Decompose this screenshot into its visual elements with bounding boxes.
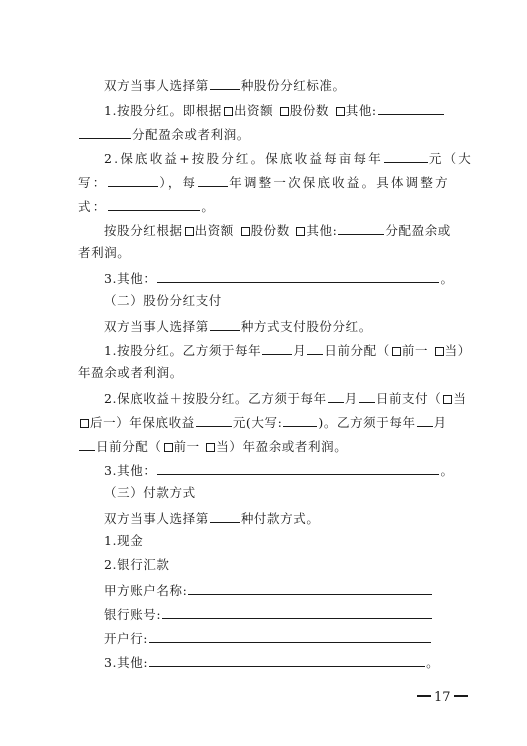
checkbox[interactable] bbox=[164, 443, 173, 452]
option-1-line-2: 分配盈余或者利润。 bbox=[78, 125, 250, 143]
section-heading-2: （二）股份分红支付 bbox=[104, 293, 222, 308]
blank bbox=[108, 197, 200, 211]
blank bbox=[108, 173, 158, 187]
payment-option-2-line-2: 后一）年保底收益 元(大写: )。乙方须于每年 月 bbox=[78, 413, 447, 431]
payment-option-3-other: 3.其他： 。 bbox=[104, 463, 454, 478]
checkbox[interactable] bbox=[336, 107, 345, 116]
payment-option-2-line-3: 日前分配（ 前一 当）年盈余或者利润。 bbox=[78, 437, 347, 455]
option-2-line: 2.保底收益+按股分红。保底收益每亩每年 元（大 bbox=[104, 151, 474, 166]
option-2-line-3: 式： 。 bbox=[78, 199, 217, 214]
blank bbox=[198, 173, 228, 187]
blank bbox=[307, 341, 323, 355]
checkbox[interactable] bbox=[185, 227, 194, 236]
option-2-line-2: 写： ），每 年调整一次保底收益。具体调整方 bbox=[78, 175, 450, 190]
pay-other: 3.其他: 。 bbox=[104, 655, 440, 670]
blank bbox=[359, 389, 375, 403]
blank bbox=[283, 413, 317, 427]
bank-account-field: 银行账号: bbox=[104, 605, 433, 623]
pay-bank-transfer: 2.银行汇款 bbox=[104, 557, 170, 572]
blank bbox=[384, 149, 428, 163]
checkbox[interactable] bbox=[241, 227, 250, 236]
checkbox[interactable] bbox=[80, 419, 89, 428]
checkbox[interactable] bbox=[224, 107, 233, 116]
blank bbox=[79, 125, 131, 139]
blank bbox=[262, 341, 292, 355]
blank bbox=[157, 461, 439, 475]
blank bbox=[162, 605, 432, 619]
blank bbox=[328, 389, 344, 403]
page-number: 17 bbox=[414, 690, 471, 706]
payment-option-1: 1.按股分红。乙方须于每年 月 日前分配（ 前一 当） bbox=[104, 343, 471, 358]
blank bbox=[188, 581, 432, 595]
pay-method-choice: 双方当事人选择第 种付款方式。 bbox=[104, 511, 320, 526]
blank bbox=[149, 653, 425, 667]
blank bbox=[157, 269, 439, 283]
checkbox[interactable] bbox=[443, 395, 452, 404]
payment-method-choice: 双方当事人选择第 种方式支付股份分红。 bbox=[104, 319, 372, 334]
bank-branch-field: 开户行: bbox=[104, 629, 432, 647]
dividend-standard-choice: 双方当事人选择第 种股份分红标准。 bbox=[104, 78, 346, 93]
checkbox[interactable] bbox=[392, 347, 401, 356]
account-name-field: 甲方账户名称: bbox=[104, 581, 433, 599]
blank bbox=[417, 413, 433, 427]
blank bbox=[79, 437, 95, 451]
payment-option-1-line-2: 年盈余或者利润。 bbox=[78, 365, 183, 380]
option-3-other: 3.其他： 。 bbox=[104, 271, 454, 286]
section-heading-3: （三）付款方式 bbox=[104, 485, 196, 500]
option-2-line-5: 者利润。 bbox=[78, 245, 131, 260]
checkbox[interactable] bbox=[435, 347, 444, 356]
blank bbox=[210, 317, 240, 331]
blank bbox=[210, 76, 240, 90]
blank bbox=[210, 509, 240, 523]
pay-cash: 1.现金 bbox=[104, 533, 144, 548]
option-2-line-4: 按股分红根据 出资额 股份数 其他: 分配盈余或 bbox=[104, 223, 451, 238]
checkbox[interactable] bbox=[206, 443, 215, 452]
checkbox[interactable] bbox=[296, 227, 305, 236]
option-1-line: 1.按股分红。即根据 出资额 股份数 其他: bbox=[104, 101, 445, 119]
payment-option-2: 2.保底收益＋按股分红。乙方须于每年 月 日前支付（ 当 bbox=[104, 391, 467, 406]
blank bbox=[378, 101, 444, 115]
checkbox[interactable] bbox=[280, 107, 289, 116]
blank bbox=[196, 413, 232, 427]
blank bbox=[338, 221, 384, 235]
blank bbox=[149, 629, 431, 643]
